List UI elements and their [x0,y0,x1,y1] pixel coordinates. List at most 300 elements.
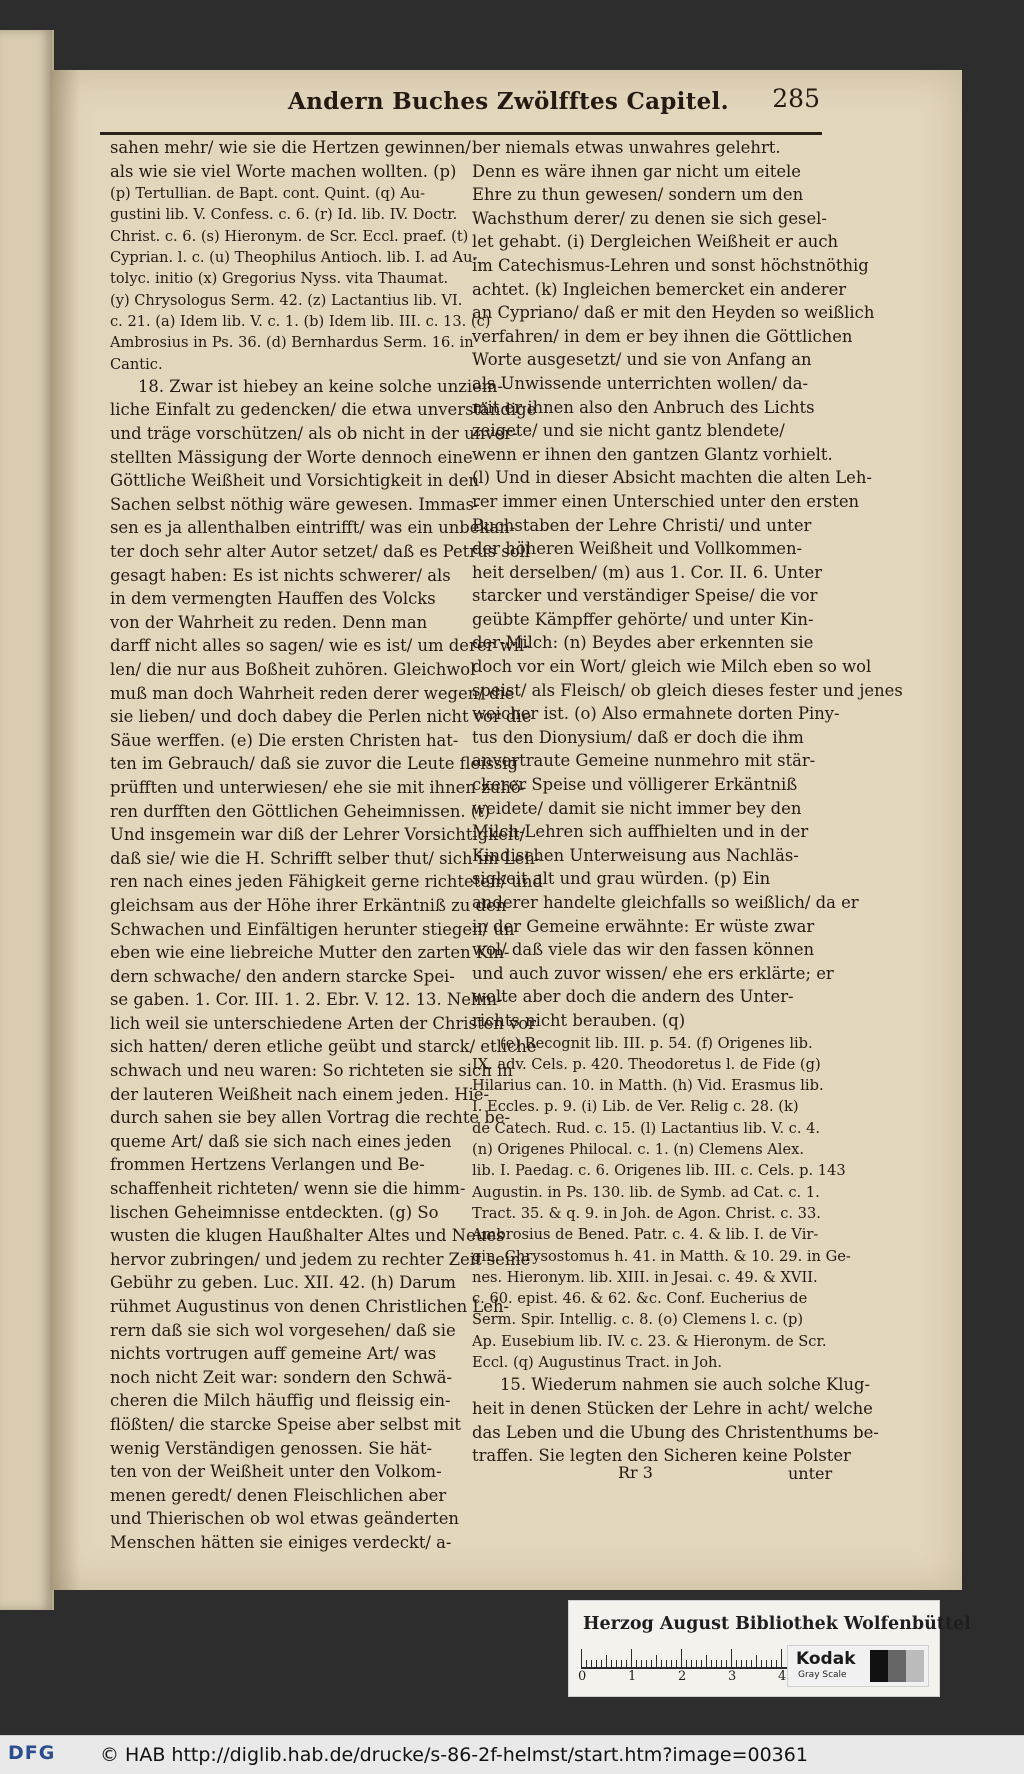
line-text: Göttliche Weißheit und Vorsichtigkeit in den [110,471,479,491]
footnote-line [472,1203,828,1224]
text-line [110,1413,462,1437]
line-text: Ap. Eusebium lib. IV. c. 23. & Hieronym. de Scr. [472,1332,827,1350]
ruler-tick [731,1649,732,1667]
ruler-tick [586,1660,587,1667]
line-text: Wachsthum derer/ zu denen sie sich gesel- [472,208,827,228]
line-text: gustini lib. V. Confess. c. 6. (r) Id. lib. IV. Doctr. [110,206,458,224]
ruler-tick [666,1660,667,1667]
line-text: hervor zubringen/ und jedem zu rechter Zeit seine [110,1249,531,1269]
footnote-line [110,226,469,247]
ruler-tick [761,1660,762,1667]
line-text: Schwachen und Einfältigen herunter stiegen/ un [110,919,515,939]
text-line [110,1106,511,1130]
line-text: dern schwache/ den andern starcke Spei- [110,966,455,986]
line-text: Denn es wäre ihnen gar nicht um eitele [472,161,801,181]
footnote-line [472,1182,828,1203]
line-text: daß sie/ wie die H. Schrifft selber thut/ sich im Leh- [110,848,541,868]
line-text: noch nicht Zeit war: sondern den Schwä- [110,1367,453,1387]
line-text: verfahren/ in dem er bey ihnen die Göttlichen [472,326,853,346]
text-line [472,466,872,490]
ruler-tick [721,1660,722,1667]
line-text: ten von der Weißheit unter den Volkom- [110,1462,442,1482]
ruler-tick [736,1660,737,1667]
line-text: anderer handelte gleichfalls so weißlich/ da er [472,893,859,912]
line-text: geübte Kämpffer gehörte/ und unter Kin- [472,609,814,629]
line-text: gleichsam aus der Höhe ihrer Erkäntniß zu den [110,895,507,915]
line-text: mit er ihnen also den Anbruch des Lichts [472,397,815,417]
text-line [110,705,532,729]
signature-mark: Rr 3 [618,1463,653,1482]
line-text: Christ. c. 6. (s) Hieronym. de Scr. Eccl. praef. (t) [110,227,469,245]
ruler-tick [696,1660,697,1667]
line-text: cheren die Milch häuffig und fleissig ein- [110,1391,451,1411]
text-line [110,870,543,894]
text-line [472,254,869,278]
line-text: schaffenheit richteten/ wenn sie die himm- [110,1179,466,1199]
text-line [110,160,458,184]
ruler-tick [601,1660,602,1667]
text-line [472,1373,871,1397]
line-text: an Cypriano/ daß er mit den Heyden so weißlich [472,303,875,323]
footnote-line [472,1331,828,1352]
line-text: c. 60. epist. 46. & 62. &c. Conf. Eucherius de [472,1290,808,1308]
ruler-tick [691,1660,692,1667]
line-text: stellten Mässigung der Worte dennoch eine [110,447,473,467]
text-line [110,682,515,706]
line-text: der-Milch: (n) Beydes aber erkennten sie [472,633,814,653]
line-text: schwach und neu waren: So richteten sie sich in [110,1061,513,1081]
line-text: gesagt haben: Es ist nichts schwerer/ als [110,565,451,585]
line-text: weicher ist. (o) Also ermahnete dorten Piny- [472,704,840,724]
footnote-line [472,1075,828,1096]
ruler-tick [681,1649,682,1667]
line-text: der lauteren Weißheit nach einem jeden. Hie- [110,1084,490,1104]
footnote-line [472,1054,828,1075]
line-text: Und insgemein war diß der Lehrer Vorsichtigkeit/ [110,825,526,845]
ruler-tick [766,1660,767,1667]
ruler-number: 2 [678,1669,687,1684]
footnote-line [472,1246,851,1267]
text-line [472,797,828,821]
text-line [472,537,828,561]
line-text: prüfften und unterwiesen/ ehe sie mit ihnen zuhö- [110,777,527,797]
text-line [110,446,473,470]
ruler-tick [651,1660,652,1667]
line-text: traffen. Sie legten den Sicheren keine Polster [472,1446,851,1466]
footnote-line [472,1096,828,1117]
text-line [472,490,860,514]
line-text: richts nicht berauben. (q) [472,1010,686,1030]
text-line [472,608,828,632]
ruler-tick [701,1660,702,1667]
text-line [110,587,458,611]
line-text: Cyprian. l. c. (u) Theophilus Antioch. lib. I. ad Au- [110,249,478,267]
text-line [472,278,847,302]
line-text: wenn er ihnen den gantzen Glantz vorhielt. [472,444,833,464]
line-text: wusten die klugen Haußhalter Altes und Neues [110,1226,505,1246]
line-text: Ambrosius de Bened. Patr. c. 4. & lib. I. de Vir- [472,1226,819,1244]
line-text: de Catech. Rud. c. 15. (l) Lactantius lib. V. c. 4. [472,1119,821,1137]
footnote-line [472,1309,828,1330]
line-text: rühmet Augustinus von denen Christlichen Leh- [110,1297,510,1317]
text-line [110,1271,458,1295]
line-text: let gehabt. (i) Dergleichen Weißheit er auch [472,232,839,252]
text-line [472,584,828,608]
line-text: ber niemals etwas unwahres gelehrt. [472,138,781,157]
text-line [110,847,541,871]
text-line [472,230,839,254]
text-line [110,1130,458,1154]
line-text: gin. Chrysostomus h. 41. in Matth. & 10. 29. in Ge- [472,1247,851,1265]
text-line [110,918,515,942]
text-line [472,962,834,986]
text-line [110,516,516,540]
text-line [472,749,828,773]
ruler-tick [781,1649,782,1667]
line-text: tolyc. initio (x) Gregorius Nyss. vita Thaumat. [110,270,449,288]
line-text: Ambrosius in Ps. 36. (d) Bernhardus Serm. 16. in [110,334,474,352]
text-line [110,634,530,658]
ruler-tick [596,1660,597,1667]
line-text: zeigete/ und sie nicht gantz blendete/ [472,421,785,441]
text-line [472,301,875,325]
text-line [110,1248,531,1272]
line-text: Sachen selbst nöthig wäre gewesen. Immas- [110,494,480,514]
ruler-tick [641,1660,642,1667]
footnote-line [110,354,458,375]
line-text: rern daß sie sich wol vorgesehen/ daß sie [110,1320,456,1340]
ruler-tick [636,1660,637,1667]
line-text: (n) Origenes Philocal. c. 1. (n) Clemens Alex. [472,1141,804,1159]
text-line [472,844,828,868]
line-text: 18. Zwar ist hiebey an keine solche unziem- [138,376,503,396]
line-text: eben wie eine liebreiche Mutter den zarten Kin- [110,943,510,963]
text-line [472,348,828,372]
text-line [110,941,510,965]
line-text: nes. Hieronym. lib. XIII. in Jesai. c. 49. & XVII. [472,1268,818,1286]
text-line [110,1177,466,1201]
text-line [110,823,526,847]
text-line [472,207,828,231]
line-text: Serm. Spir. Intellig. c. 8. (o) Clemens l. c. (p) [472,1311,804,1329]
text-line [472,136,828,160]
ruler-tick [746,1660,747,1667]
text-line [472,655,872,679]
footnote-line [472,1139,828,1160]
header-title: Andern Buches Zwölfftes Capitel. [288,88,729,115]
gray-swatch-light [906,1650,924,1682]
text-line [110,965,458,989]
line-text: der höheren Weißheit und Vollkommen- [472,539,803,559]
line-text: (y) Chrysologus Serm. 42. (z) Lactantius lib. VI. [110,291,463,309]
kodak-gray-scale [787,1645,929,1687]
text-line [110,1531,458,1555]
footnote-line [110,268,458,289]
text-line [472,160,828,184]
line-text: sigkeit alt und grau würden. (p) Ein [472,869,771,889]
text-line [110,1224,505,1248]
ruler-number: 1 [628,1669,637,1684]
line-text: lischen Geheimnisse entdeckten. (g) So [110,1202,439,1222]
ruler-tick [771,1660,772,1667]
copyright-link[interactable]: © HAB http://diglib.hab.de/drucke/s-86-2f-helmst/start.htm?image=00361 [100,1744,808,1766]
left-page-edge [0,30,54,1610]
line-text: Gebühr zu geben. Luc. XII. 42. (h) Darum [110,1273,456,1293]
text-line [110,658,476,682]
ruler-tick [686,1660,687,1667]
line-text: Worte ausgesetzt/ und sie von Anfang an [472,350,812,370]
text-line [472,631,828,655]
text-line [110,1437,458,1461]
line-text: Menschen hätten sie einiges verdeckt/ a- [110,1532,452,1552]
line-text: nichts vortrugen auff gemeine Art/ was [110,1344,437,1364]
line-text: Augustin. in Ps. 130. lib. de Symb. ad Cat. c. 1. [472,1183,820,1201]
footnote-line [472,1288,828,1309]
ruler-number: 0 [578,1669,587,1684]
line-text: menen geredt/ denen Fleischlichen aber [110,1485,447,1505]
line-text: in dem vermengten Hauffen des Volcks [110,589,436,609]
line-text: sie lieben/ und doch dabey die Perlen nicht vor die [110,707,532,727]
text-line [110,1201,458,1225]
page-number: 285 [772,84,820,113]
text-line [110,1507,458,1531]
ruler-tick [671,1660,672,1667]
line-text: achtet. (k) Ingleichen bemercket ein anderer [472,279,847,299]
ruler-tick [741,1660,742,1667]
footnote-line [472,1160,846,1181]
line-text: speist/ als Fleisch/ ob gleich dieses fester und jenes [472,680,903,700]
ruler-tick [591,1660,592,1667]
text-line [110,611,458,635]
text-line [472,396,828,420]
text-line [110,752,519,776]
text-line [472,1397,873,1421]
line-text: 15. Wiederum nahmen sie auch solche Klug- [500,1375,871,1395]
text-line [110,1366,458,1390]
line-text: ckerer Speise und völligerer Erkäntniß [472,775,798,795]
left-text-column [110,136,543,1555]
line-text: durch sahen sie bey allen Vortrag die rechte be- [110,1108,511,1128]
line-text: IX. adv. Cels. p. 420. Theodoretus l. de Fide (g) [472,1055,821,1073]
ruler-number: 3 [728,1669,737,1684]
text-line [472,561,828,585]
text-line [110,1342,458,1366]
ruler-tick [646,1660,647,1667]
text-line [110,1153,458,1177]
scale-ruler [581,1647,787,1669]
line-text: queme Art/ daß sie sich nach eines jeden [110,1131,452,1151]
ruler-tick [711,1660,712,1667]
line-text: lich weil sie unterschiedene Arten der Christen vor [110,1013,536,1033]
line-text: anvertraute Gemeine nunmehro mit stär- [472,751,816,771]
text-line [110,800,491,824]
text-line [110,729,458,753]
text-line [472,773,828,797]
line-text: starcker und verständiger Speise/ die vor [472,586,818,606]
text-line [472,938,828,962]
ruler-tick [626,1660,627,1667]
line-text: heit in denen Stücken der Lehre in acht/ welche [472,1398,873,1418]
catchword: unter [788,1464,833,1483]
line-text: Cantic. [110,355,163,373]
footnote-line [110,204,458,225]
line-text: flößten/ die starcke Speise aber selbst mit [110,1414,462,1434]
footnote-line [110,290,463,311]
text-line [110,1319,458,1343]
line-text: ter doch sehr alter Autor setzet/ daß es Petrus soll [110,542,531,562]
ruler-tick [581,1649,582,1667]
line-text: wenig Verständigen genossen. Sie hät- [110,1438,433,1458]
footer-bar [0,1735,1024,1774]
footnote-line [110,311,491,332]
text-line [472,183,828,207]
line-text: Säue werffen. (e) Die ersten Christen hat- [110,730,459,750]
line-text: sich hatten/ deren etliche geübt und starck/ etliche [110,1037,537,1057]
text-line [472,985,828,1009]
kodak-subtitle: Gray Scale [798,1670,847,1680]
line-text: lib. I. Paedag. c. 6. Origenes lib. III. c. Cels. p. 143 [472,1162,846,1180]
ruler-tick [756,1655,757,1667]
ruler-tick [656,1655,657,1667]
ruler-tick [751,1660,752,1667]
text-line [110,776,527,800]
text-line [472,443,833,467]
text-line [110,469,479,493]
line-text: I. Eccles. p. 9. (i) Lib. de Ver. Relig c. 28. (k) [472,1098,799,1116]
text-line [472,726,828,750]
line-text: und auch zuvor wissen/ ehe ers erklärte; er [472,963,834,983]
text-line [110,1484,458,1508]
ruler-tick [606,1655,607,1667]
line-text: Hilarius can. 10. in Matth. (h) Vid. Erasmus lib. [472,1077,824,1095]
line-text: sen es ja allenthalben eintrifft/ was ein unbekan- [110,518,516,538]
line-text: in der Gemeine erwähnte: Er wüste zwar [472,916,815,936]
footnote-line [472,1267,828,1288]
footnote-line [472,1033,828,1054]
footnote-line [472,1224,828,1245]
line-text: darff nicht alles so sagen/ wie es ist/ um derer wil- [110,636,530,656]
text-line [472,679,903,703]
line-text: se gaben. 1. Cor. III. 1. 2. Ebr. V. 12. 13. Nehm- [110,990,503,1010]
text-line [110,136,471,160]
footnote-line [472,1118,828,1139]
footnote-line [472,1352,828,1373]
gray-swatch-black [870,1650,888,1682]
text-line [472,915,828,939]
running-header [230,82,820,122]
line-text: (e) Recognit lib. III. p. 54. (f) Origenes lib. [500,1034,813,1052]
line-text: im Catechismus-Lehren und sonst höchstnöthig [472,255,869,275]
ruler-number: 4 [778,1669,787,1684]
text-line [472,325,853,349]
ruler-tick [706,1655,707,1667]
library-name: Herzog August Bibliothek Wolfenbüttel [583,1614,971,1634]
text-line [472,419,828,443]
text-line [472,1421,879,1445]
text-line [472,891,859,915]
line-text: (l) Und in dieser Absicht machten die alten Leh- [472,468,872,488]
text-line [472,1009,828,1033]
line-text: als wie sie viel Worte machen wollten. (p) [110,161,457,181]
line-text: Tract. 35. & q. 9. in Joh. de Agon. Christ. c. 33. [472,1204,821,1222]
text-line [110,493,480,517]
line-text: Eccl. (q) Augustinus Tract. in Joh. [472,1354,723,1372]
text-line [110,1012,536,1036]
line-text: heit derselben/ (m) aus 1. Cor. II. 6. Unter [472,562,823,582]
footnote-line [110,183,458,204]
text-line [472,372,828,396]
library-label-card [568,1600,971,1697]
line-text: tus den Dionysium/ daß er doch die ihm [472,727,804,747]
ruler-tick [631,1649,632,1667]
text-line [110,894,507,918]
line-text: als Unwissende unterrichten wollen/ da- [472,373,809,393]
line-text: Milch-Lehren sich auffhielten und in der [472,822,809,842]
ruler-tick [616,1660,617,1667]
text-line [110,1059,513,1083]
line-text: frommen Hertzens Verlangen und Be- [110,1155,425,1175]
dfg-logo: DFG [8,1742,56,1764]
text-line [110,375,503,399]
footnote-line [110,247,478,268]
line-text: c. 21. (a) Idem lib. V. c. 1. (b) Idem lib. III. c. 13. (c) [110,312,491,330]
text-line [110,564,458,588]
line-text: Kindischen Unterweisung aus Nachläs- [472,845,799,865]
line-text: ren durfften den Göttlichen Geheimnissen. (t) [110,801,491,821]
text-line [472,514,828,538]
text-line [472,867,828,891]
line-text: muß man doch Wahrheit reden derer wegen/ die [110,683,515,703]
gray-swatch-mid [888,1650,906,1682]
ruler-numbers [578,1669,801,1687]
line-text: ren nach eines jeden Fähigkeit gerne richteten/ und [110,872,543,892]
ruler-tick [776,1660,777,1667]
line-text: (p) Tertullian. de Bapt. cont. Quint. (q) Au- [110,185,426,203]
line-text: von der Wahrheit zu reden. Denn man [110,612,428,632]
line-text: doch vor ein Wort/ gleich wie Milch eben so wol [472,657,872,677]
line-text: Buchstaben der Lehre Christi/ und unter [472,515,812,535]
text-line [110,1460,458,1484]
text-line [110,540,531,564]
line-text: und Thierischen ob wol etwas geänderten [110,1509,459,1529]
text-line [472,820,828,844]
right-text-column [472,136,903,1468]
ruler-tick [621,1660,622,1667]
text-line [110,988,503,1012]
text-line [110,1295,510,1319]
footnote-line [110,332,474,353]
line-text: und träge vorschützen/ als ob nicht in der unver- [110,424,518,444]
line-text: liche Einfalt zu gedencken/ die etwa unverständige [110,400,537,420]
text-line [110,422,518,446]
ruler-tick [726,1660,727,1667]
text-line [110,1389,458,1413]
line-text: wolte aber doch die andern des Unter- [472,987,794,1007]
ruler-tick [661,1660,662,1667]
ruler-tick [676,1660,677,1667]
text-line [110,1035,537,1059]
line-text: das Leben und die Ubung des Christenthums be- [472,1422,879,1442]
line-text: rer immer einen Unterschied unter den ersten [472,491,860,511]
line-text: ten im Gebrauch/ daß sie zuvor die Leute fleissig [110,754,519,774]
line-text: weidete/ damit sie nicht immer bey den [472,798,802,818]
ruler-tick [611,1660,612,1667]
line-text: sahen mehr/ wie sie die Hertzen gewinnen/ [110,138,471,157]
ruler-tick [716,1660,717,1667]
text-line [110,1083,490,1107]
text-line [472,702,840,726]
line-text: Ehre zu thun gewesen/ sondern um den [472,185,804,205]
